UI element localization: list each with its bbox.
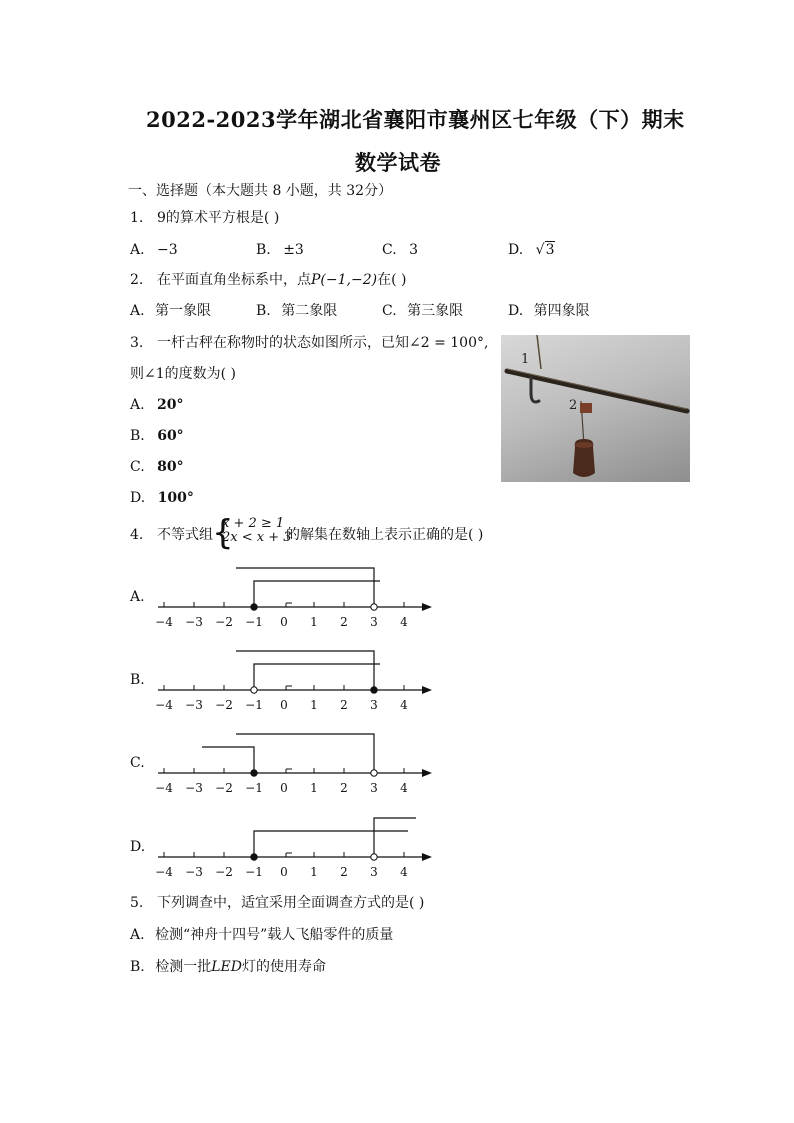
q2-option-b	[256, 302, 337, 320]
q3-stem-line2: 则∠1的度数为( )	[130, 366, 237, 382]
tick-label: −4	[155, 615, 173, 629]
q4-ineq1: x + 2 ≥ 1	[222, 516, 285, 531]
left-endpoint	[251, 854, 257, 860]
option-text: 20°	[157, 397, 184, 413]
right-endpoint	[371, 687, 377, 693]
option-label: A.	[130, 927, 145, 943]
option-text: 第三象限	[407, 303, 464, 319]
q1-number: 1.	[130, 210, 144, 226]
option-label: C.	[130, 459, 145, 475]
section-heading: 一、选择题（本大题共 8 小题，共 32分）	[128, 183, 393, 199]
tick-label: 1	[310, 698, 318, 712]
axis-arrow	[422, 603, 432, 611]
option-text-b: 灯的使用寿命	[241, 959, 326, 975]
steelyard-photo	[501, 335, 690, 482]
tick-label: −4	[155, 781, 173, 795]
q5-stem: 下列调查中，适宜采用全面调查方式的是( )	[157, 895, 425, 911]
q2-option-c	[382, 302, 463, 320]
q4-option-d-label: D.	[130, 839, 146, 855]
left-ray	[254, 581, 380, 607]
tick-label: 2	[340, 698, 348, 712]
q4-option-a-label: A.	[130, 589, 145, 605]
q5-option-a	[130, 926, 393, 944]
right-endpoint	[371, 770, 377, 776]
option-label: A.	[130, 397, 145, 413]
q1-option-c	[382, 241, 418, 259]
q4-option-b-numberline	[150, 645, 450, 715]
tick-label: 3	[370, 698, 378, 712]
tick-label: −2	[215, 615, 233, 629]
option-text: 80°	[157, 459, 184, 475]
tick-label: 4	[400, 865, 408, 879]
tick-label: 3	[370, 865, 378, 879]
tick-label: −2	[215, 781, 233, 795]
q3-stem-line1: 一杆古秤在称物时的状态如图所示，已知∠2 = 100°,	[157, 335, 489, 351]
q3-option-d	[130, 489, 194, 507]
tick-label: 4	[400, 781, 408, 795]
right-ray	[236, 568, 374, 607]
option-text: 3	[409, 242, 419, 258]
q2-stem-b: 在( )	[377, 272, 407, 288]
steelyard-illustration	[501, 335, 690, 482]
right-ray	[236, 651, 374, 690]
left-endpoint	[251, 770, 257, 776]
option-label: B.	[130, 959, 145, 975]
tick-label: −3	[185, 865, 203, 879]
option-label: C.	[382, 242, 397, 258]
tick-label: 3	[370, 781, 378, 795]
option-label: B.	[130, 428, 145, 444]
axis-arrow	[422, 853, 432, 861]
q4-number: 4.	[130, 527, 144, 543]
right-endpoint	[371, 854, 377, 860]
tick-label: −2	[215, 698, 233, 712]
tick-label: −1	[245, 781, 263, 795]
tick-label: 1	[310, 615, 318, 629]
tick-label: −2	[215, 865, 233, 879]
q4-option-c-label: C.	[130, 755, 145, 771]
q3-option-a	[130, 396, 184, 414]
option-text-math: LED	[211, 959, 242, 975]
option-text: 第一象限	[155, 303, 212, 319]
left-endpoint	[251, 687, 257, 693]
tick-label: −1	[245, 865, 263, 879]
option-label: B.	[256, 303, 271, 319]
q3-number: 3.	[130, 335, 144, 351]
left-endpoint	[251, 604, 257, 610]
tick-label: 1	[310, 781, 318, 795]
option-text: 60°	[157, 428, 184, 444]
q1-option-d	[508, 241, 555, 259]
q4-stem-a: 不等式组	[157, 527, 213, 543]
tick-label: 2	[340, 865, 348, 879]
q2-stem	[157, 271, 406, 289]
angle-2-label: 2	[569, 398, 578, 413]
q2-number: 2.	[130, 272, 144, 288]
option-label: A.	[130, 242, 145, 258]
option-text: 第四象限	[533, 303, 590, 319]
option-label: A.	[130, 303, 145, 319]
q1-option-a	[130, 241, 178, 259]
q1-stem: 9的算术平方根是( )	[157, 210, 280, 226]
tick-label: −3	[185, 781, 203, 795]
option-label: D.	[508, 242, 524, 258]
option-text: 检测“神舟十四号”载人飞船零件的质量	[155, 927, 394, 943]
tick-label: −1	[245, 615, 263, 629]
q3-option-c	[130, 458, 184, 476]
q4-ineq2: 2x < x + 3	[222, 530, 292, 545]
q4-option-c-numberline	[150, 728, 450, 798]
tick-label: −3	[185, 698, 203, 712]
right-endpoint	[371, 604, 377, 610]
left-ray	[254, 831, 408, 857]
right-ray	[374, 818, 416, 857]
option-label: B.	[256, 242, 271, 258]
axis-arrow	[422, 686, 432, 694]
option-text-a: 检测一批	[155, 959, 212, 975]
page-subtitle: 数学试卷	[355, 150, 441, 175]
tick-label: −4	[155, 698, 173, 712]
tick-label: 2	[340, 781, 348, 795]
q2-point: P(−1,−2)	[311, 272, 378, 288]
tick-label: 4	[400, 615, 408, 629]
tick-label: 0	[280, 698, 288, 712]
tick-label: 2	[340, 615, 348, 629]
option-text: 第二象限	[281, 303, 338, 319]
left-ray	[254, 664, 380, 690]
q4-stem-b: 的解集在数轴上表示正确的是( )	[286, 527, 484, 543]
tick-label: −1	[245, 698, 263, 712]
q2-stem-a: 在平面直角坐标系中，点	[157, 272, 311, 288]
left-ray	[202, 747, 254, 773]
q1-option-b	[256, 241, 304, 259]
angle-1-label: 1	[521, 352, 530, 367]
q4-brace: {	[212, 513, 234, 553]
option-label: D.	[130, 490, 146, 506]
tick-label: 0	[280, 781, 288, 795]
option-text: −3	[157, 242, 178, 258]
tick-label: −4	[155, 865, 173, 879]
page-title: 2022-2023学年湖北省襄阳市襄州区七年级（下）期末	[146, 107, 685, 132]
tick-label: 0	[280, 615, 288, 629]
q5-option-b	[130, 958, 326, 976]
q5-number: 5.	[130, 895, 144, 911]
option-label: D.	[508, 303, 524, 319]
tick-label: −3	[185, 615, 203, 629]
q4-option-d-numberline	[150, 812, 450, 882]
tick-label: 0	[280, 865, 288, 879]
tick-label: 4	[400, 698, 408, 712]
option-label: C.	[382, 303, 397, 319]
q2-option-a	[130, 302, 211, 320]
tick-label: 1	[310, 865, 318, 879]
q4-option-a-numberline	[150, 562, 450, 632]
tick-label: 3	[370, 615, 378, 629]
q4-option-b-label: B.	[130, 672, 145, 688]
q2-option-d	[508, 302, 590, 320]
option-text: 100°	[157, 490, 194, 506]
option-text: ±3	[283, 242, 304, 258]
q3-option-b	[130, 427, 184, 445]
option-text: 3	[545, 242, 555, 258]
axis-arrow	[422, 769, 432, 777]
sqrt-symbol: √	[535, 242, 545, 258]
right-ray	[236, 734, 374, 773]
